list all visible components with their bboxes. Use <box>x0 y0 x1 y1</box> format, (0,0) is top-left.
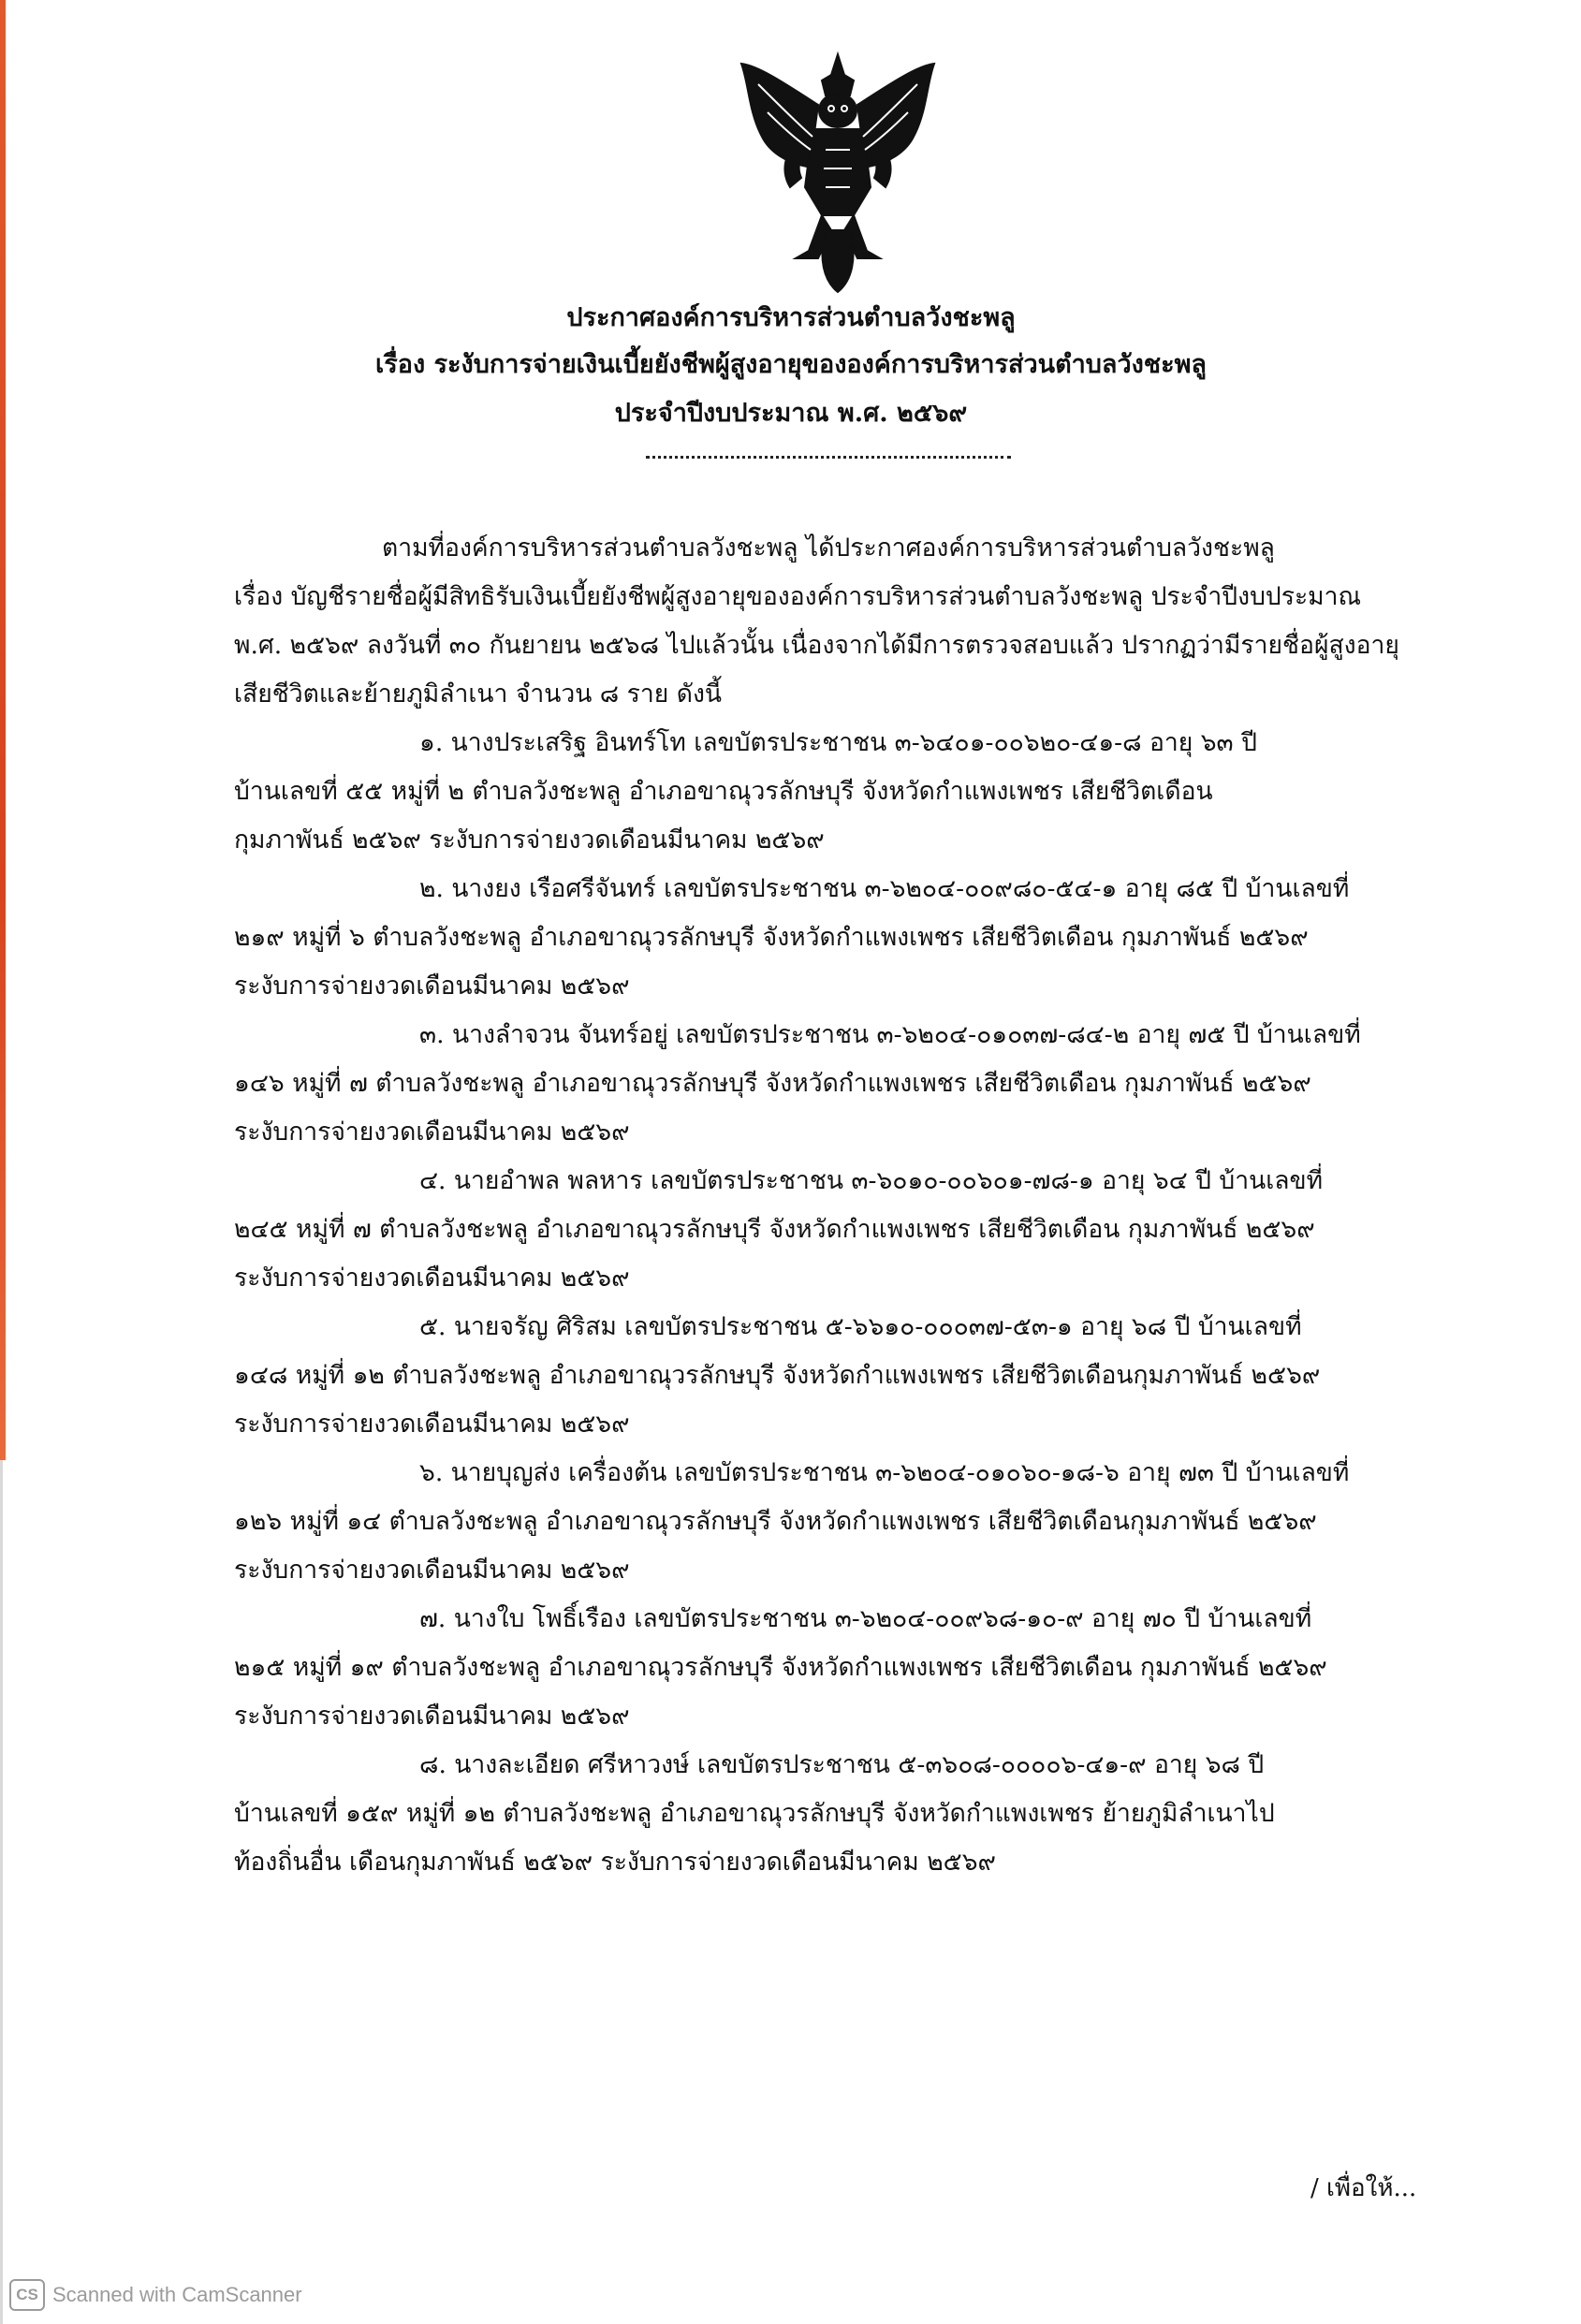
list-item-line: ๗. นางใบ โพธิ์เรือง เลขบัตรประชาชน ๓-๖๒๐๔-๐๐๙๖๘-๑๐-๙ อายุ ๗๐ ปี บ้านเลขที่ <box>419 1604 1312 1633</box>
intro-line: เสียชีวิตและย้ายภูมิลำเนา จำนวน ๘ ราย ดังนี้ <box>234 680 722 709</box>
intro-line: ตามที่องค์การบริหารส่วนตำบลวังชะพลู ได้ประกาศองค์การบริหารส่วนตำบลวังชะพลู <box>382 533 1275 563</box>
list-item-line: ระงับการจ่ายงวดเดือนมีนาคม ๒๕๖๙ <box>234 1556 630 1585</box>
list-item-line: ๑. นางประเสริฐ อินทร์โท เลขบัตรประชาชน ๓-๖๔๐๑-๐๐๖๒๐-๔๑-๘ อายุ ๖๓ ปี <box>419 728 1257 757</box>
announcement-fiscal-year: ประจำปีงบประมาณ พ.ศ. ๒๕๖๙ <box>614 399 968 428</box>
camscanner-logo-icon: CS <box>9 2279 45 2311</box>
camscanner-text: Scanned with CamScanner <box>52 2283 302 2306</box>
scan-edge-lower <box>0 1460 3 2324</box>
list-item-line: ระงับการจ่ายงวดเดือนมีนาคม ๒๕๖๙ <box>234 1702 630 1731</box>
list-item-line: ๖. นายบุญส่ง เครื่องต้น เลขบัตรประชาชน ๓-๖๒๐๔-๐๑๐๖๐-๑๘-๖ อายุ ๗๓ ปี บ้านเลขที่ <box>419 1458 1350 1487</box>
page-continuation: / เพื่อให้... <box>1310 2174 1417 2202</box>
list-item-line: บ้านเลขที่ ๕๕ หมู่ที่ ๒ ตำบลวังชะพลู อำเภอขาณุวรลักษบุรี จังหวัดกำแพงเพชร เสียชีวิตเดือน <box>234 777 1213 806</box>
list-item-line: ระงับการจ่ายงวดเดือนมีนาคม ๒๕๖๙ <box>234 1410 630 1439</box>
list-item-line: ๑๔๖ หมู่ที่ ๗ ตำบลวังชะพลู อำเภอขาณุวรลักษบุรี จังหวัดกำแพงเพชร เสียชีวิตเดือน กุมภาพันธ์ ๒๕๖๙ <box>234 1069 1311 1098</box>
list-item-line: ๒. นางยง เรือศรีจันทร์ เลขบัตรประชาชน ๓-๖๒๐๔-๐๐๙๘๐-๕๔-๑ อายุ ๘๕ ปี บ้านเลขที่ <box>419 874 1350 903</box>
list-item-line: บ้านเลขที่ ๑๕๙ หมู่ที่ ๑๒ ตำบลวังชะพลู อำเภอขาณุวรลักษบุรี จังหวัดกำแพงเพชร ย้ายภูมิลำเนาไป <box>234 1799 1275 1828</box>
list-item-line: ๘. นางละเอียด ศรีหาวงษ์ เลขบัตรประชาชน ๕-๓๖๐๘-๐๐๐๐๖-๔๑-๙ อายุ ๖๘ ปี <box>419 1750 1265 1779</box>
list-item-line: ระงับการจ่ายงวดเดือนมีนาคม ๒๕๖๙ <box>234 1264 630 1293</box>
list-item-line: ๑๒๖ หมู่ที่ ๑๔ ตำบลวังชะพลู อำเภอขาณุวรลักษบุรี จังหวัดกำแพงเพชร เสียชีวิตเดือนกุมภาพันธ์ ๒๕๖๙ <box>234 1507 1317 1536</box>
list-item-line: กุมภาพันธ์ ๒๕๖๙ ระงับการจ่ายงวดเดือนมีนาคม ๒๕๖๙ <box>234 826 825 855</box>
list-item-line: ๓. นางลำจวน จันทร์อยู่ เลขบัตรประชาชน ๓-๖๒๐๔-๐๑๐๓๗-๘๔-๒ อายุ ๗๕ ปี บ้านเลขที่ <box>419 1020 1361 1049</box>
announcement-title: ประกาศองค์การบริหารส่วนตำบลวังชะพลู <box>566 303 1016 332</box>
list-item-line: ๒๑๕ หมู่ที่ ๑๙ ตำบลวังชะพลู อำเภอขาณุวรลักษบุรี จังหวัดกำแพงเพชร เสียชีวิตเดือน กุมภาพันธ์ ๒๕๖๙ <box>234 1653 1327 1682</box>
list-item-line: ๒๔๕ หมู่ที่ ๗ ตำบลวังชะพลู อำเภอขาณุวรลักษบุรี จังหวัดกำแพงเพชร เสียชีวิตเดือน กุมภาพันธ์ ๒๕๖๙ <box>234 1215 1315 1244</box>
garuda-emblem-icon <box>721 47 955 300</box>
list-item-line: ระงับการจ่ายงวดเดือนมีนาคม ๒๕๖๙ <box>234 972 630 1001</box>
intro-line: พ.ศ. ๒๕๖๙ ลงวันที่ ๓๐ กันยายน ๒๕๖๘ ไปแล้วนั้น เนื่องจากได้มีการตรวจสอบแล้ว ปรากฏว่ามีรายชื่อผู้สูงอายุ <box>234 631 1399 660</box>
header-divider <box>646 456 1011 459</box>
list-item-line: ๑๔๘ หมู่ที่ ๑๒ ตำบลวังชะพลู อำเภอขาณุวรลักษบุรี จังหวัดกำแพงเพชร เสียชีวิตเดือนกุมภาพันธ์ ๒๕๖๙ <box>234 1361 1321 1390</box>
scan-edge-strip <box>0 0 6 1460</box>
camscanner-watermark <box>9 2278 302 2312</box>
list-item-line: ท้องถิ่นอื่น เดือนกุมภาพันธ์ ๒๕๖๙ ระงับการจ่ายงวดเดือนมีนาคม ๒๕๖๙ <box>234 1848 996 1877</box>
list-item-line: ๕. นายจรัญ ศิริสม เลขบัตรประชาชน ๕-๖๖๑๐-๐๐๐๓๗-๕๓-๑ อายุ ๖๘ ปี บ้านเลขที่ <box>419 1312 1302 1341</box>
intro-line: เรื่อง บัญชีรายชื่อผู้มีสิทธิรับเงินเบี้ยยังชีพผู้สูงอายุขององค์การบริหารส่วนตำบลวังชะพลู ประจำปีงบประมาณ <box>234 582 1362 611</box>
list-item-line: ๔. นายอำพล พลหาร เลขบัตรประชาชน ๓-๖๐๑๐-๐๐๖๐๑-๗๘-๑ อายุ ๖๔ ปี บ้านเลขที่ <box>419 1166 1324 1195</box>
list-item-line: ระงับการจ่ายงวดเดือนมีนาคม ๒๕๖๙ <box>234 1118 630 1147</box>
list-item-line: ๒๑๙ หมู่ที่ ๖ ตำบลวังชะพลู อำเภอขาณุวรลักษบุรี จังหวัดกำแพงเพชร เสียชีวิตเดือน กุมภาพันธ์ ๒๕๖๙ <box>234 923 1309 952</box>
announcement-subject: เรื่อง ระงับการจ่ายเงินเบี้ยยังชีพผู้สูงอายุขององค์การบริหารส่วนตำบลวังชะพลู <box>375 350 1207 379</box>
